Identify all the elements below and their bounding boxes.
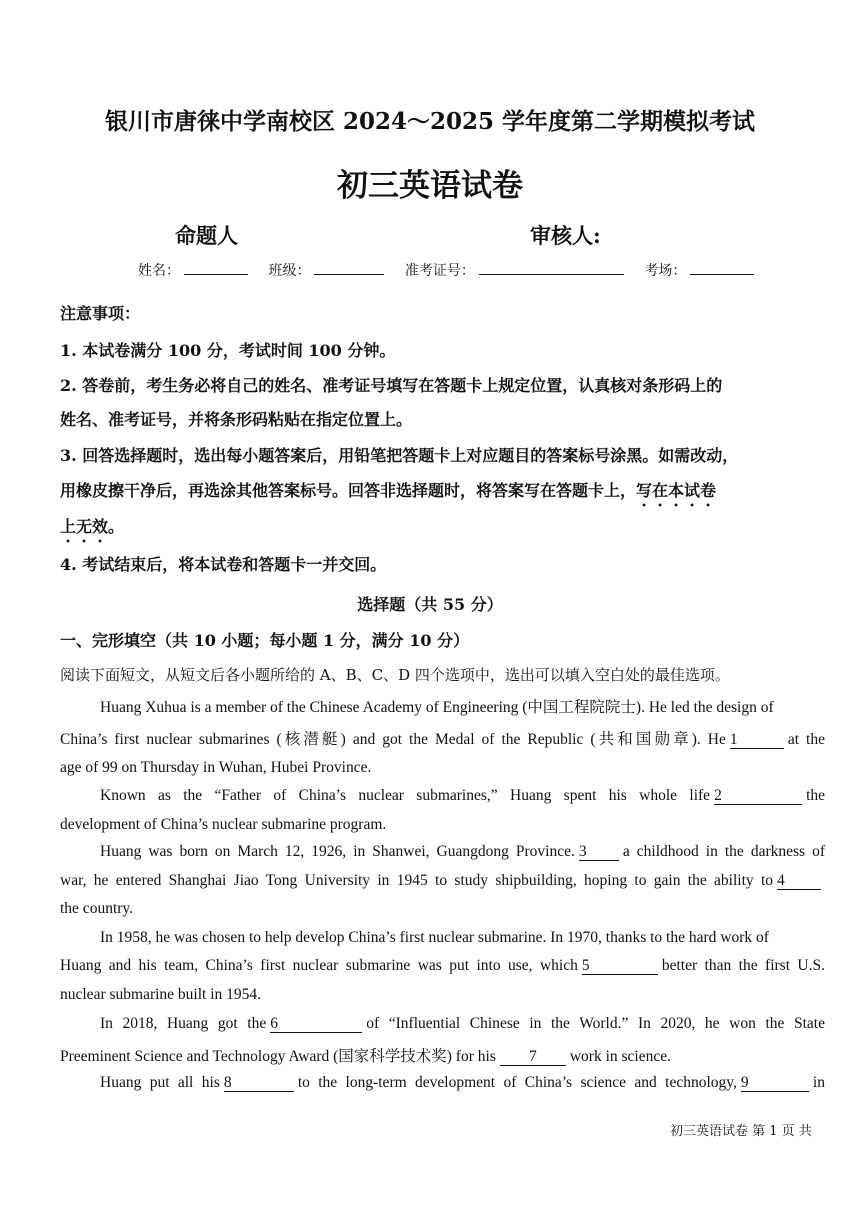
passage-line-9: In 1958, he was chosen to help develop China’s first nuclear submarine. In 1970, thanks to the hard work of [100,929,769,946]
notice-item-3-line-2 [60,478,716,510]
notice-item-2-line-2: 姓名、准考证号，并将条形码粘贴在指定位置上。 [60,410,413,429]
passage-text: In 2018, Huang got the [100,1015,267,1032]
name-field-label: 姓名： [138,263,180,279]
notice-item-1: 1. 本试卷满分 100 分，考试时间 100 分钟。 [60,341,396,360]
page-footer: 初三英语试卷 第 1 页 共 [670,1124,812,1139]
exam-number-label: 准考证号： [404,263,475,279]
passage-text: China’s first nuclear submarines (核潜艇) and got the Medal of the Republic (共和国勋章). He [60,731,726,748]
class-field-blank[interactable] [314,262,384,275]
passage-text: Huang and his team, China’s first nuclear submarine was put into use, which [60,957,578,974]
passage-line-11: nuclear submarine built in 1954. [60,986,262,1003]
notice-item-3-end: 。 [108,517,125,536]
notice-item-3-line-3 [60,514,124,546]
passage-line-2 [60,727,825,749]
blank-9[interactable]: 9 [741,1075,809,1092]
student-info-row [138,260,758,280]
passage-line-7 [60,872,825,890]
passage-line-13 [60,1044,671,1066]
passage-line-1: Huang Xuhua is a member of the Chinese Academy of Engineering (中国工程院院士). He led the design of [100,699,774,716]
blank-8[interactable]: 8 [224,1075,294,1092]
exam-room-label: 考场： [644,263,687,279]
paper-title: 初三英语试卷 [337,168,523,204]
notice-item-3-text: 用橡皮擦干净后，再选涂其他答案标号。回答非选择题时，将答案写在答题卡上， [60,481,637,500]
passage-text: war, he entered Shanghai Jiao Tong University in 1945 to study shipbuilding, hoping to gain the ability to [60,872,773,889]
blank-3[interactable]: 3 [579,844,619,861]
setter-label: 命题人 [175,223,238,248]
passage-text: Preeminent Science and Technology Award (国家科学技术奖) for his [60,1048,496,1065]
passage-text: Huang was born on March 12, 1926, in Shanwei, Guangdong Province. [100,843,575,860]
passage-line-6 [100,843,825,861]
passage-text: to the long-term development of China’s science and technology, [297,1074,737,1091]
blank-6[interactable]: 6 [270,1016,362,1033]
passage-text: Huang put all his [100,1074,220,1091]
exam-number-blank[interactable] [479,262,624,275]
passage-text: the [806,787,825,804]
class-field-label: 班级： [268,263,311,279]
reviewer-label: 审核人: [530,223,601,248]
passage-line-4 [100,787,825,805]
name-field-blank[interactable] [184,262,248,275]
part-1-heading: 一、完形填空（共 10 小题；每小题 1 分，满分 10 分） [60,631,470,650]
notice-item-4: 4. 考试结束后，将本试卷和答题卡一并交回。 [60,555,387,574]
part-1-instruction: 阅读下面短文，从短文后各小题所给的 A、B、C、D 四个选项中，选出可以填入空白处的最佳选项。 [60,666,730,684]
passage-text: of “Influential Chinese in the World.” In 2020, he won the State [366,1015,825,1032]
blank-2[interactable]: 2 [714,788,802,805]
exam-room-blank[interactable] [690,262,754,275]
emphasis-text: 写在本试卷 [636,481,717,500]
passage-text: better than the first U.S. [661,957,825,974]
blank-1[interactable]: 1 [730,732,784,749]
passage-text: work in science. [569,1048,672,1065]
section-header: 选择题（共 55 分） [357,595,503,614]
school-exam-title: 银川市唐徕中学南校区 2024～2025 学年度第二学期模拟考试 [104,108,756,135]
passage-line-8: the country. [60,900,134,917]
passage-text: a childhood in the darkness of [622,843,825,860]
emphasis-text-2: 上无效 [60,517,109,536]
blank-7[interactable]: 7 [500,1049,566,1066]
passage-line-3: age of 99 on Thursday in Wuhan, Hubei Province. [60,759,372,776]
passage-line-12 [100,1015,825,1033]
notice-item-3-line-1: 3. 回答选择题时，选出每小题答案后，用铅笔把答题卡上对应题目的答案标号涂黑。如需改动， [60,446,739,465]
passage-line-5: development of China’s nuclear submarine program. [60,816,387,833]
blank-5[interactable]: 5 [582,958,658,975]
passage-text: in [812,1074,825,1091]
passage-line-14 [100,1074,825,1092]
passage-line-10 [60,957,825,975]
passage-text: Known as the “Father of China’s nuclear submarines,” Huang spent his whole life [100,787,711,804]
passage-text: at the [787,731,825,748]
blank-4[interactable]: 4 [777,873,821,890]
notice-heading: 注意事项： [60,304,141,323]
notice-item-2-line-1: 2. 答卷前，考生务必将自己的姓名、准考证号填写在答题卡上规定位置，认真核对条形码上的 [60,376,723,395]
